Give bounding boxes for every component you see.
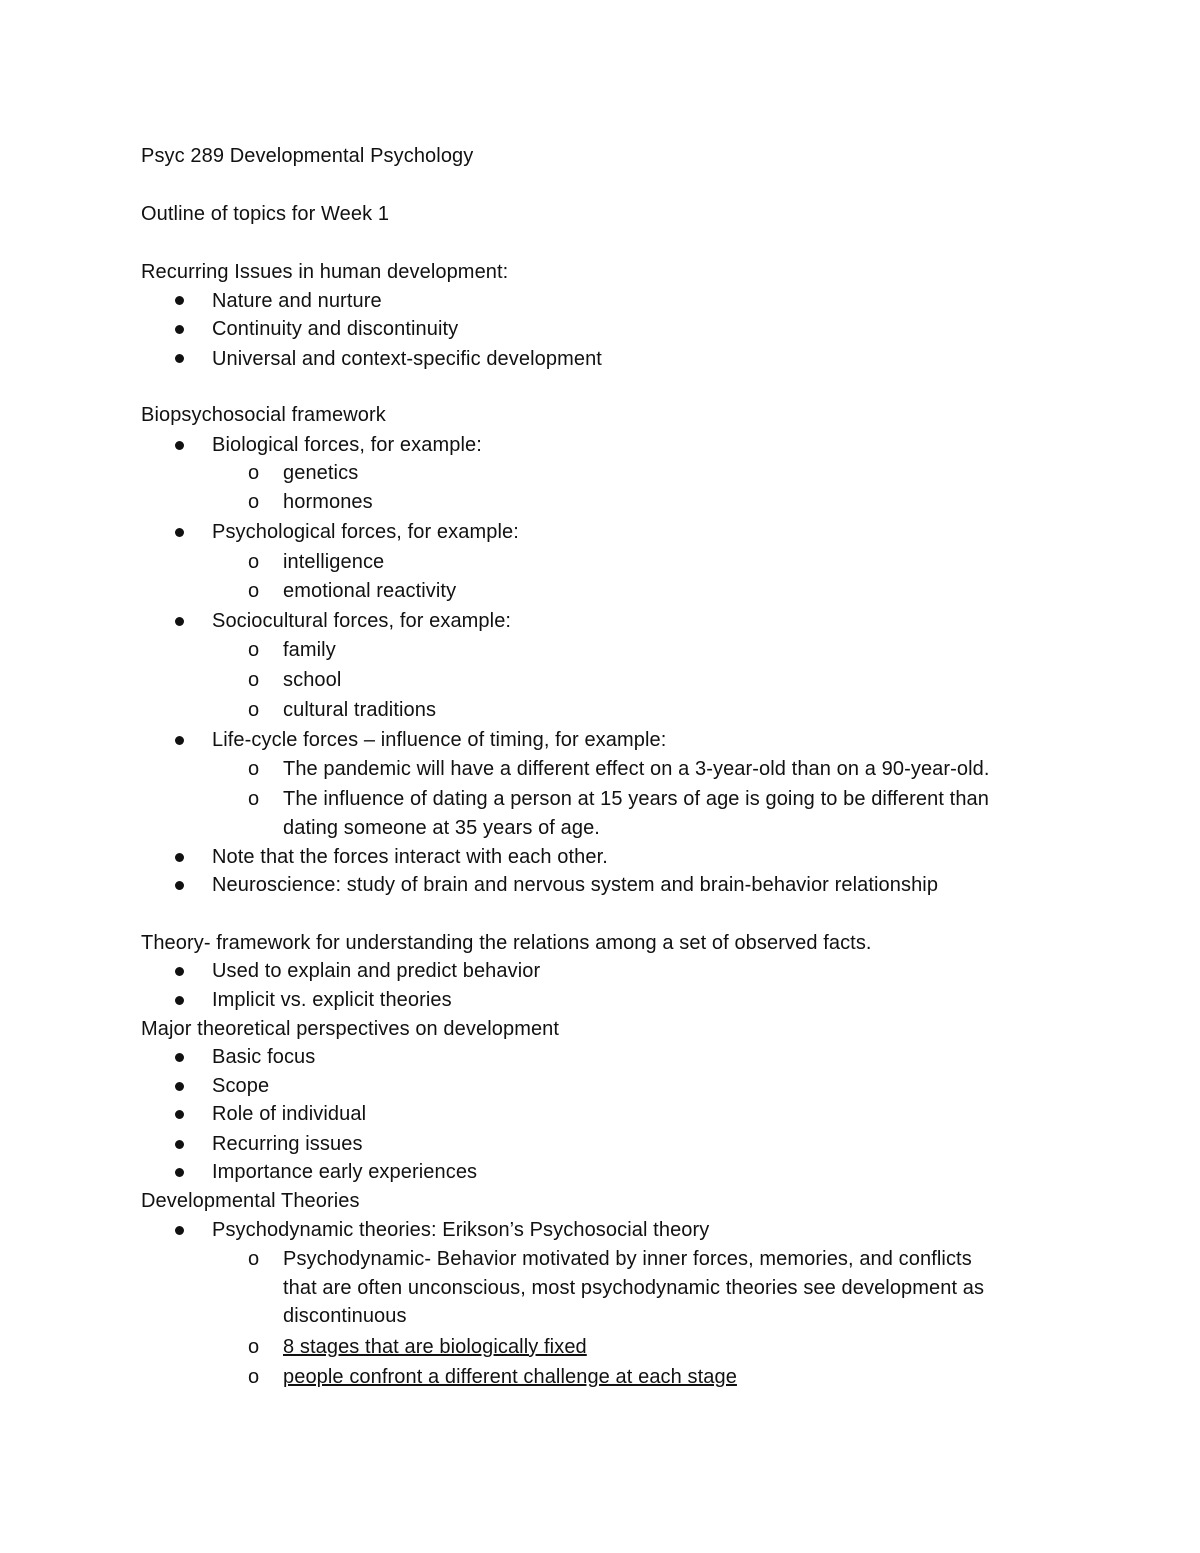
list-item: Recurring issues — [212, 1133, 363, 1155]
bullet-icon — [175, 996, 184, 1005]
sub-list-item-underlined: 8 stages that are biologically fixed — [283, 1336, 587, 1358]
bullet-icon — [175, 967, 184, 976]
sub-list-item-continuation: that are often unconscious, most psychodynamic theories see development as — [283, 1277, 985, 1299]
sub-list-item: cultural traditions — [283, 699, 437, 721]
bullet-icon — [175, 441, 184, 450]
bullet-icon — [175, 736, 184, 745]
bullet-icon — [175, 528, 184, 537]
list-item: Sociocultural forces, for example: — [212, 610, 512, 632]
bullet-icon — [175, 325, 184, 334]
list-item: Continuity and discontinuity — [212, 318, 459, 340]
list-item: Psychodynamic theories: Erikson’s Psychosocial theory — [212, 1219, 710, 1241]
sub-list-item: intelligence — [283, 551, 385, 573]
sub-bullet-icon: o — [248, 1248, 260, 1270]
bullet-icon — [175, 1082, 184, 1091]
list-item: Nature and nurture — [212, 290, 382, 312]
bullet-icon — [175, 354, 184, 363]
sub-bullet-icon: o — [248, 669, 260, 691]
section-heading-biopsychosocial: Biopsychosocial framework — [141, 404, 386, 426]
list-item: Role of individual — [212, 1103, 367, 1125]
list-item: Scope — [212, 1075, 270, 1097]
bullet-icon — [175, 296, 184, 305]
list-item: Neuroscience: study of brain and nervous system and brain-behavior relationship — [212, 874, 939, 896]
section-heading-theory: Theory- framework for understanding the relations among a set of observed facts. — [141, 932, 872, 954]
bullet-icon — [175, 617, 184, 626]
sub-list-item-continuation: discontinuous — [283, 1305, 407, 1327]
sub-bullet-icon: o — [248, 1366, 260, 1388]
list-item: Implicit vs. explicit theories — [212, 989, 452, 1011]
list-item: Universal and context-specific development — [212, 348, 602, 370]
bullet-icon — [175, 881, 184, 890]
list-item: Used to explain and predict behavior — [212, 960, 541, 982]
sub-list-item: emotional reactivity — [283, 580, 457, 602]
sub-bullet-icon: o — [248, 788, 260, 810]
sub-bullet-icon: o — [248, 639, 260, 661]
section-heading-recurring-issues: Recurring Issues in human development: — [141, 261, 509, 283]
sub-bullet-icon: o — [248, 758, 260, 780]
sub-bullet-icon: o — [248, 699, 260, 721]
sub-list-item: family — [283, 639, 336, 661]
list-item: Biological forces, for example: — [212, 434, 482, 456]
list-item: Importance early experiences — [212, 1161, 478, 1183]
bullet-icon — [175, 1168, 184, 1177]
sub-list-item-underlined: people confront a different challenge at each stage — [283, 1366, 737, 1388]
sub-list-item: Psychodynamic- Behavior motivated by inner forces, memories, and conflicts — [283, 1248, 972, 1270]
bullet-icon — [175, 1110, 184, 1119]
sub-list-item: hormones — [283, 491, 373, 513]
bullet-icon — [175, 853, 184, 862]
sub-bullet-icon: o — [248, 491, 260, 513]
sub-list-item: The influence of dating a person at 15 years of age is going to be different than — [283, 788, 989, 810]
sub-list-item: The pandemic will have a different effect on a 3-year-old than on a 90-year-old. — [283, 758, 990, 780]
sub-bullet-icon: o — [248, 462, 260, 484]
sub-list-item: school — [283, 669, 342, 691]
sub-bullet-icon: o — [248, 1336, 260, 1358]
bullet-icon — [175, 1226, 184, 1235]
document-title: Psyc 289 Developmental Psychology — [141, 145, 474, 167]
list-item: Basic focus — [212, 1046, 316, 1068]
list-item: Psychological forces, for example: — [212, 521, 519, 543]
sub-bullet-icon: o — [248, 551, 260, 573]
bullet-icon — [175, 1140, 184, 1149]
bullet-icon — [175, 1053, 184, 1062]
document-subtitle: Outline of topics for Week 1 — [141, 203, 390, 225]
section-heading-developmental-theories: Developmental Theories — [141, 1190, 360, 1212]
sub-list-item: genetics — [283, 462, 359, 484]
section-heading-major-perspectives: Major theoretical perspectives on development — [141, 1018, 560, 1040]
list-item: Life-cycle forces – influence of timing, for example: — [212, 729, 667, 751]
sub-bullet-icon: o — [248, 580, 260, 602]
list-item: Note that the forces interact with each other. — [212, 846, 608, 868]
sub-list-item-continuation: dating someone at 35 years of age. — [283, 817, 600, 839]
